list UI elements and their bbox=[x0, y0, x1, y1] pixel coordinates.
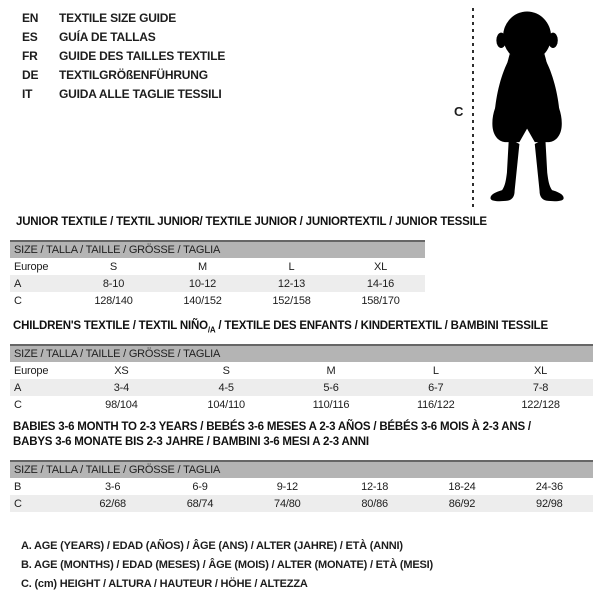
babies-title-line2: BABYS 3-6 MONATE BIS 2-3 JAHRE / BAMBINI 3-6 MESI A 2-3 ANNI bbox=[13, 436, 369, 448]
size-cell: 128/140 bbox=[94, 294, 133, 307]
size-cell: XL bbox=[373, 260, 388, 273]
size-cell: 140/152 bbox=[183, 294, 222, 307]
language-row-es bbox=[22, 28, 225, 47]
language-row-en bbox=[22, 9, 225, 28]
row-label: A bbox=[14, 381, 22, 394]
language-row-fr bbox=[22, 47, 225, 66]
size-cell: 86/92 bbox=[448, 497, 476, 510]
row-label: C bbox=[14, 497, 22, 510]
size-cell: 12-13 bbox=[277, 277, 306, 290]
row-label: C bbox=[14, 398, 22, 411]
language-code: ES bbox=[22, 30, 38, 44]
row-label: C bbox=[14, 294, 22, 307]
size-cell: 92/98 bbox=[536, 497, 563, 510]
children-title-part1: CHILDREN'S TEXTILE / TEXTIL NIÑO bbox=[13, 320, 208, 332]
size-cell: 74/80 bbox=[274, 497, 301, 510]
size-cell: 6-7 bbox=[428, 381, 444, 394]
language-code: EN bbox=[22, 11, 39, 25]
language-label: GUÍA DE TALLAS bbox=[59, 30, 156, 44]
language-label: TEXTILGRÖßENFÜHRUNG bbox=[59, 68, 208, 82]
size-cell: 4-5 bbox=[218, 381, 234, 394]
table-row bbox=[10, 478, 593, 495]
size-cell: S bbox=[109, 260, 118, 273]
size-cell: 12-18 bbox=[361, 480, 389, 493]
language-label: GUIDE DES TAILLES TEXTILE bbox=[59, 49, 226, 63]
language-label: TEXTILE SIZE GUIDE bbox=[59, 11, 177, 25]
size-cell: 5-6 bbox=[323, 381, 339, 394]
table-row bbox=[10, 362, 593, 379]
size-cell: 122/128 bbox=[521, 398, 560, 411]
junior-size-table bbox=[10, 240, 425, 309]
size-figure bbox=[445, 4, 597, 216]
size-cell: 9-12 bbox=[276, 480, 298, 493]
footnote-a: A. AGE (YEARS) / EDAD (AÑOS) / ÂGE (ANS) / ALTER (JAHRE) / ETÀ (ANNI) bbox=[21, 540, 403, 552]
figure-label-c: C bbox=[454, 104, 464, 119]
size-cell: 3-6 bbox=[105, 480, 121, 493]
toddler-silhouette-icon bbox=[481, 6, 577, 210]
footnote-b: B. AGE (MONTHS) / EDAD (MESES) / ÂGE (MOIS) / ALTER (MONATE) / ETÀ (MESI) bbox=[21, 559, 433, 571]
table-row bbox=[10, 396, 593, 413]
size-cell: 80/86 bbox=[361, 497, 388, 510]
size-cell: XL bbox=[534, 364, 548, 377]
size-cell: M bbox=[198, 260, 207, 273]
size-cell: 98/104 bbox=[105, 398, 138, 411]
size-cell: 158/170 bbox=[361, 294, 400, 307]
size-cell: L bbox=[288, 260, 295, 273]
language-code: IT bbox=[22, 87, 33, 101]
size-cell: XS bbox=[114, 364, 129, 377]
children-size-table bbox=[10, 344, 593, 413]
size-cell: 104/110 bbox=[207, 398, 245, 411]
table-row bbox=[10, 379, 593, 396]
row-label: Europe bbox=[14, 364, 49, 377]
babies-table-title bbox=[13, 420, 588, 450]
footnotes bbox=[21, 537, 433, 594]
size-cell: 14-16 bbox=[366, 277, 395, 290]
size-cell: 24-36 bbox=[535, 480, 563, 493]
size-cell: 7-8 bbox=[532, 381, 549, 394]
size-cell: 62/68 bbox=[99, 497, 126, 510]
language-header bbox=[22, 9, 225, 104]
size-cell: S bbox=[222, 364, 230, 377]
language-row-de bbox=[22, 66, 225, 85]
language-label: GUIDA ALLE TAGLIE TESSILI bbox=[59, 87, 222, 101]
size-cell: 10-12 bbox=[188, 277, 217, 290]
language-code: DE bbox=[22, 68, 39, 82]
children-title-subscript: /A bbox=[207, 325, 216, 335]
size-cell: 152/158 bbox=[272, 294, 311, 307]
size-cell: L bbox=[432, 364, 439, 377]
children-table-title bbox=[13, 320, 548, 334]
size-cell: 6-9 bbox=[192, 480, 208, 493]
table-header-band: SIZE / TALLA / TAILLE / GRÖSSE / TAGLIA bbox=[10, 344, 593, 362]
size-cell: 3-4 bbox=[113, 381, 130, 394]
babies-size-table bbox=[10, 460, 593, 512]
language-row-it bbox=[22, 85, 225, 104]
footnote-c: C. (cm) HEIGHT / ALTURA / HAUTEUR / HÖHE / ALTEZZA bbox=[21, 578, 308, 590]
table-header-band: SIZE / TALLA / TAILLE / GRÖSSE / TAGLIA bbox=[10, 240, 425, 258]
height-dashed-line bbox=[472, 8, 474, 207]
table-row bbox=[10, 258, 425, 275]
row-label: B bbox=[14, 480, 22, 493]
size-cell: 18-24 bbox=[448, 480, 476, 493]
table-header-band: SIZE / TALLA / TAILLE / GRÖSSE / TAGLIA bbox=[10, 460, 593, 478]
table-row bbox=[10, 495, 593, 512]
language-code: FR bbox=[22, 49, 38, 63]
children-title-part2: / TEXTILE DES ENFANTS / KINDERTEXTIL / BAMBINI TESSILE bbox=[215, 320, 548, 332]
table-row bbox=[10, 275, 425, 292]
size-cell: 110/116 bbox=[312, 398, 350, 411]
size-cell: 8-10 bbox=[102, 277, 125, 290]
table-row bbox=[10, 292, 425, 309]
size-cell: 68/74 bbox=[186, 497, 214, 510]
junior-table-title: JUNIOR TEXTILE / TEXTIL JUNIOR/ TEXTILE JUNIOR / JUNIORTEXTIL / JUNIOR TESSILE bbox=[16, 216, 487, 228]
size-cell: 116/122 bbox=[417, 398, 455, 411]
size-cell: M bbox=[326, 364, 336, 377]
babies-title-line1: BABIES 3-6 MONTH TO 2-3 YEARS / BEBÉS 3-6 MESES A 2-3 AÑOS / BÉBÉS 3-6 MOIS À 2-3 ANS / bbox=[13, 421, 531, 433]
row-label: Europe bbox=[14, 260, 49, 273]
row-label: A bbox=[14, 277, 22, 290]
